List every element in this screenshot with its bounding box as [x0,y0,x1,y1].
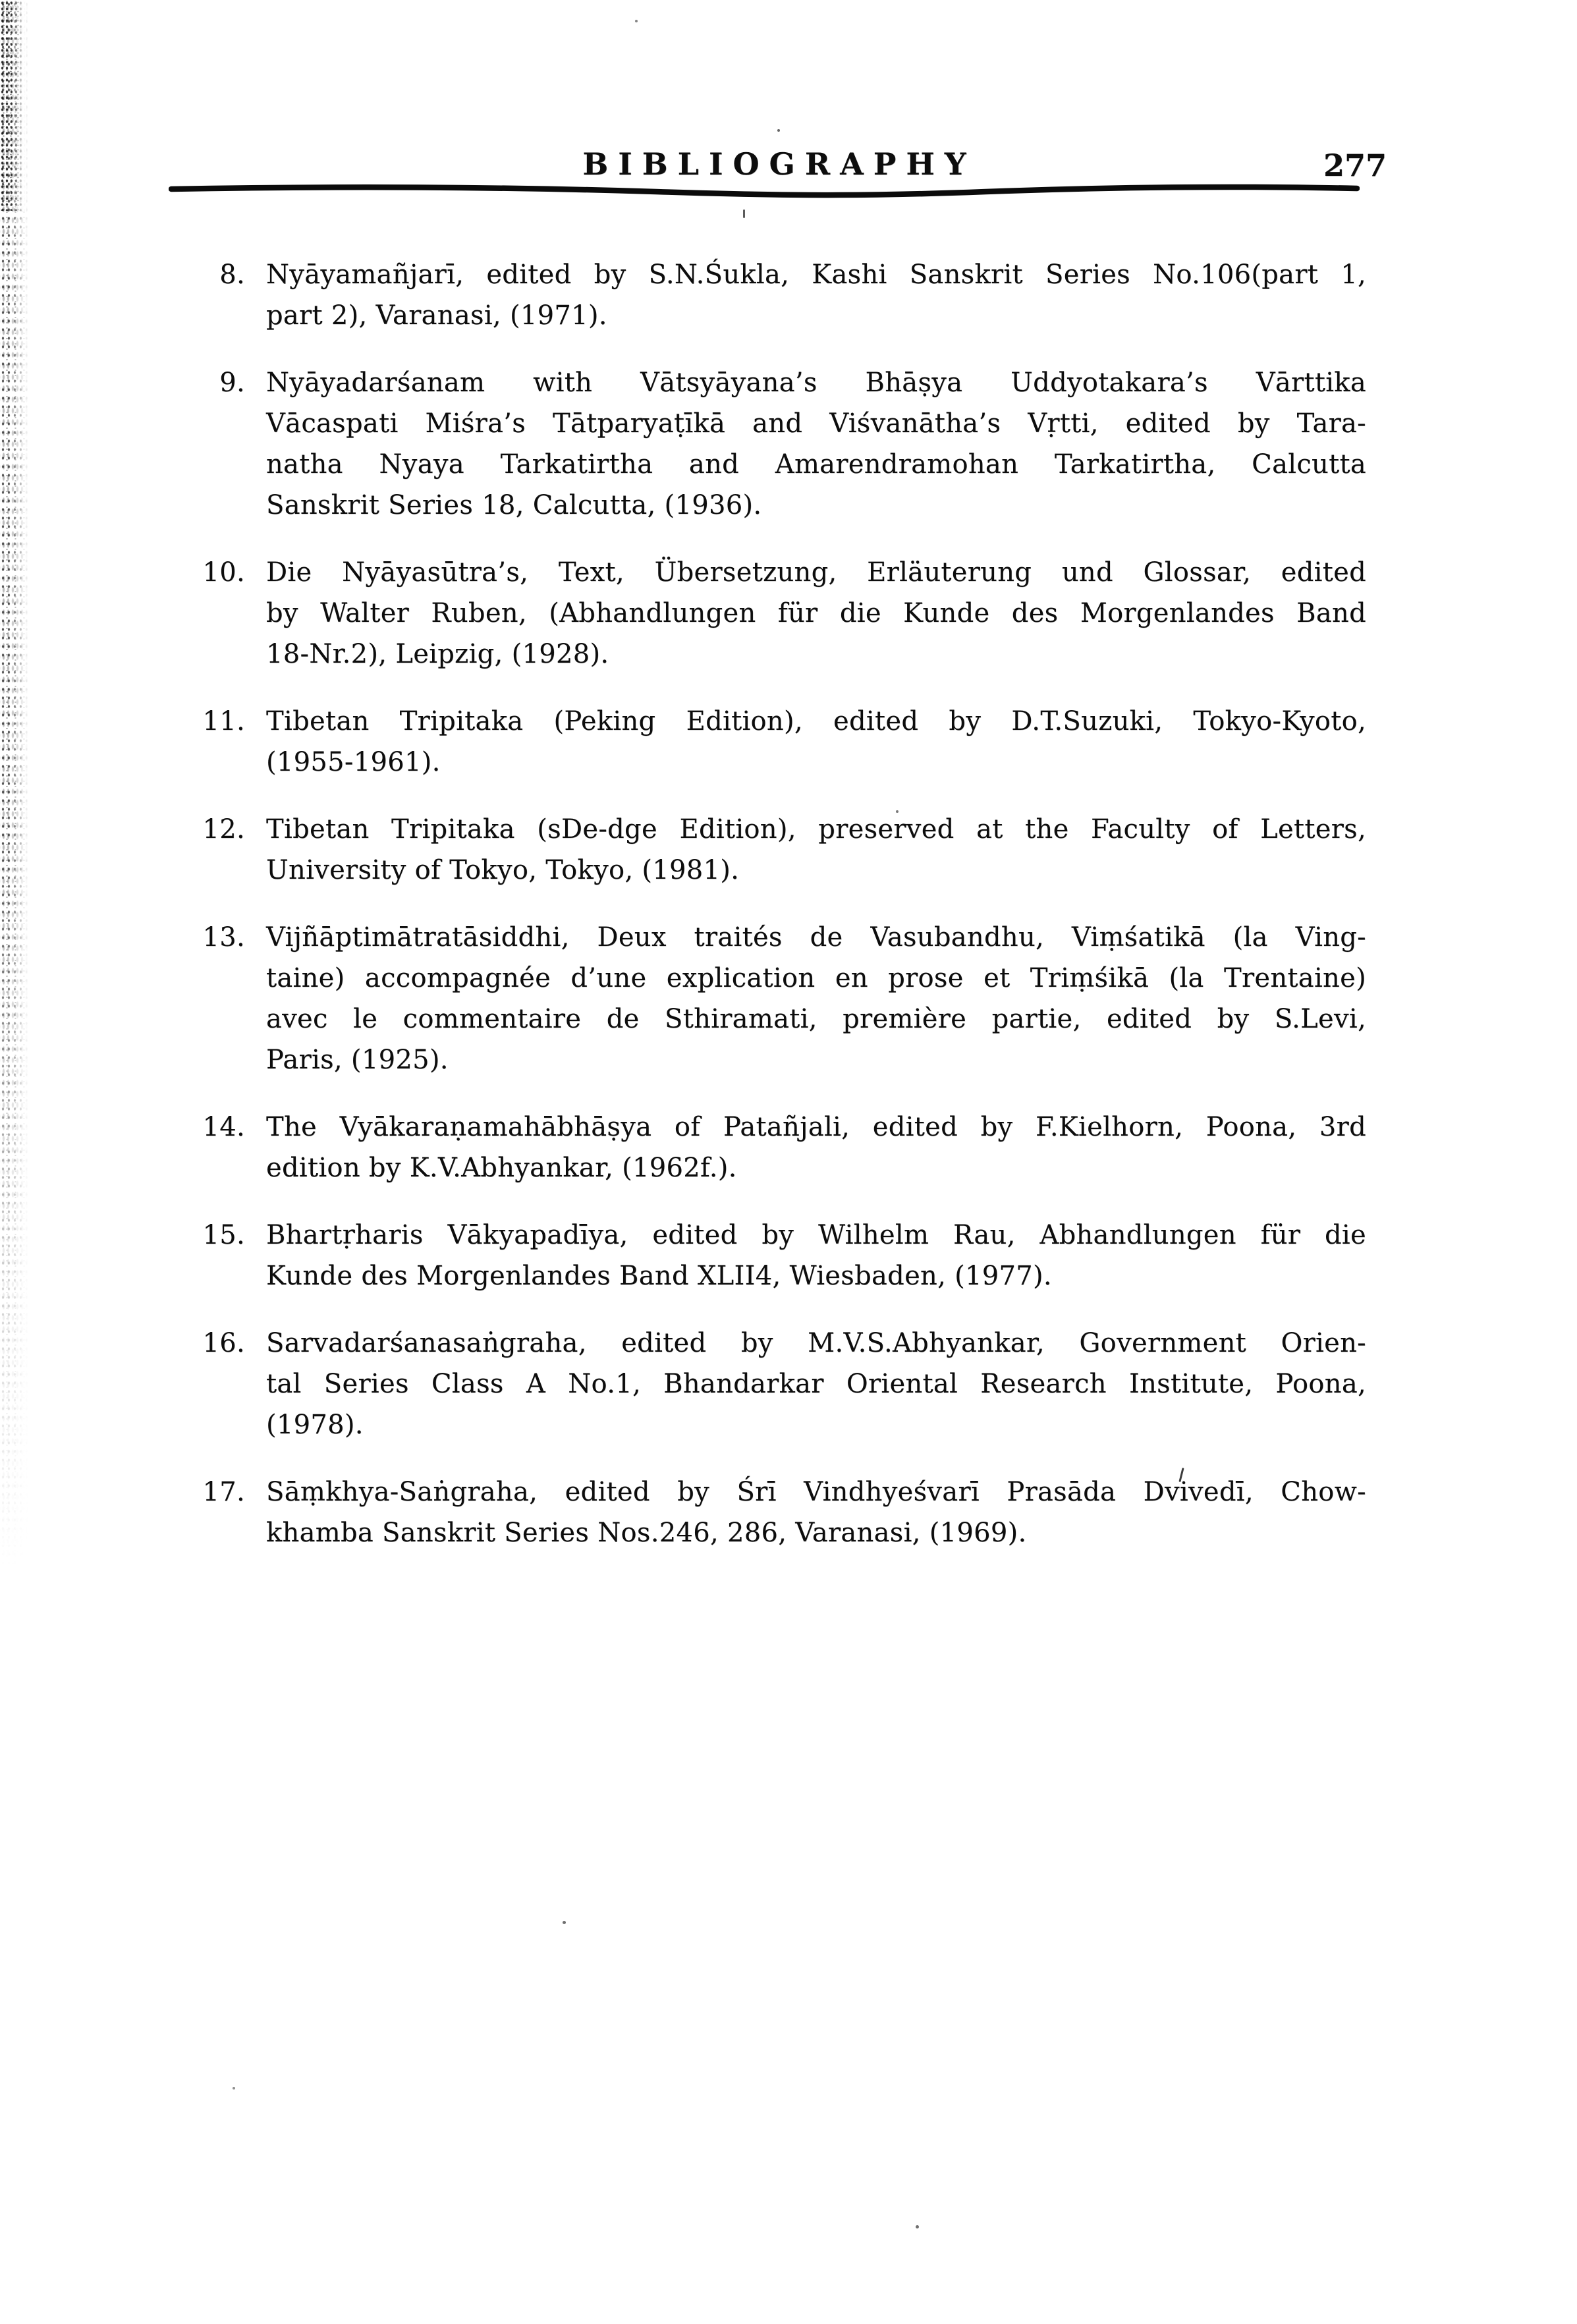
entry-number: 15. [202,1220,245,1250]
entry-number: 9. [219,368,245,398]
entry-line: Sanskrit Series 18, Calcutta, (1936). [266,490,762,520]
scan-edge-artifact [0,0,30,1614]
entry-line: Vijñāptimātratāsiddhi, Deux traités de Vasubandhu, Viṃśatikā (la Ving- [266,922,1366,953]
entry-line: Vācaspati Miśra’s Tātparyaṭīkā and Viśvanātha’s Vṛtti, edited by Tara- [266,408,1366,439]
bib-entry-10 [192,552,1366,675]
bib-entry-9 [192,362,1366,526]
entry-line: part 2), Varanasi, (1971). [266,300,607,331]
entry-line: Sarvadarśanasaṅgraha, edited by M.V.S.Abhyankar, Government Orien- [266,1328,1366,1358]
entry-number: 8. [219,260,245,290]
scan-corner-artifact [0,0,26,211]
entry-text [266,1472,1366,1553]
entry-number: 16. [202,1328,245,1358]
bibliography-list [192,254,1366,1553]
entry-line: khamba Sanskrit Series Nos.246, 286, Varanasi, (1969). [266,1518,1027,1548]
bib-entry-11 [192,701,1366,783]
entry-number: 17. [202,1477,245,1507]
entry-line: tal Series Class A No.1, Bhandarkar Oriental Research Institute, Poona, [266,1369,1366,1399]
entry-text [266,254,1366,336]
entry-line: (1955-1961). [266,747,441,777]
entry-line: 18-Nr.2), Leipzig, (1928). [266,639,609,669]
entry-line: Kunde des Morgenlandes Band XLII4, Wiesbaden, (1977). [266,1261,1052,1291]
entry-line: Paris, (1925). [266,1045,449,1075]
entry-line: Nyāyamañjarī, edited by S.N.Śukla, Kashi Sanskrit Series No.106(part 1, [266,260,1366,290]
entry-text [266,701,1366,783]
entry-text [266,362,1366,526]
page-title: BIBLIOGRAPHY [582,146,976,182]
entry-number: 12. [202,814,245,844]
entry-line: Bhartṛharis Vākyapadīya, edited by Wilhelm Rau, Abhandlungen für die [266,1220,1366,1250]
bib-entry-13 [192,917,1366,1080]
entry-text [266,1215,1366,1296]
entry-text [266,552,1366,675]
entry-line: The Vyākaraṇamahābhāṣya of Patañjali, edited by F.Kielhorn, Poona, 3rd [266,1112,1366,1142]
entry-line: Tibetan Tripitaka (sDe-dge Edition), preserved at the Faculty of Letters, [266,814,1366,844]
ink-speck [635,20,638,22]
ink-speck [777,129,780,132]
bib-entry-16 [192,1323,1366,1445]
header-rule [169,183,1360,200]
entry-line: Tibetan Tripitaka (Peking Edition), edited by D.T.Suzuki, Tokyo-Kyoto, [266,706,1366,736]
bib-entry-15 [192,1215,1366,1296]
ink-speck [563,1921,566,1924]
entry-line: Sāṃkhya-Saṅgraha, edited by Śrī Vindhyeśvarī Prasāda Dvivedī, Chow- [266,1477,1366,1507]
bib-entry-17 [192,1472,1366,1553]
entry-number: 14. [202,1112,245,1142]
entry-text [266,809,1366,891]
entry-line: avec le commentaire de Sthiramati, première partie, edited by S.Levi, [266,1004,1366,1034]
entry-number: 13. [202,922,245,953]
header-rule-line [169,183,1360,200]
ink-speck [916,2225,919,2228]
entry-line: taine) accompagnée d’une explication en prose et Triṃśikā (la Trentaine) [266,963,1366,993]
entry-line: (1978). [266,1410,364,1440]
ink-speck [233,2087,235,2089]
ink-speck [743,209,745,218]
entry-text [266,1323,1366,1445]
entry-line: University of Tokyo, Tokyo, (1981). [266,855,740,885]
entry-text [266,1107,1366,1188]
entry-line: Nyāyadarśanam with Vātsyāyana’s Bhāṣya Uddyotakara’s Vārttika [266,368,1366,398]
entry-line: edition by K.V.Abhyankar, (1962f.). [266,1153,737,1183]
page-number: 277 [1323,148,1387,183]
entry-line: Die Nyāyasūtra’s, Text, Übersetzung, Erläuterung und Glossar, edited [266,557,1366,588]
entry-number: 11. [202,706,245,736]
entry-number: 10. [202,557,245,588]
entry-text [266,917,1366,1080]
bib-entry-14 [192,1107,1366,1188]
bib-entry-12 [192,809,1366,891]
entry-line: natha Nyaya Tarkatirtha and Amarendramohan Tarkatirtha, Calcutta [266,449,1366,480]
ink-speck [896,810,899,813]
bib-entry-8 [192,254,1366,336]
entry-line: by Walter Ruben, (Abhandlungen für die Kunde des Morgenlandes Band [266,598,1366,628]
